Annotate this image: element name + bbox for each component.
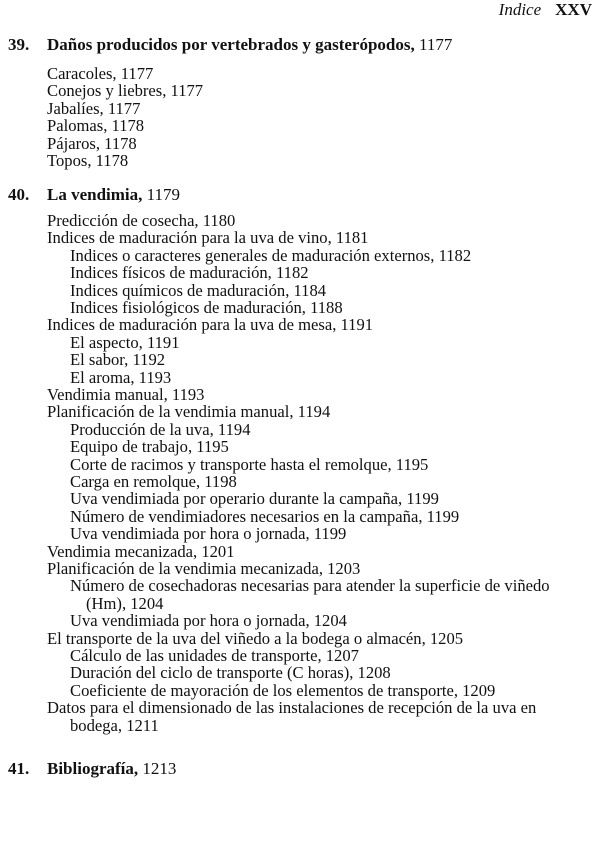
- index-entry: Indices de maduración para la uva de mesa, 1191: [47, 315, 374, 335]
- index-entry: Indices de maduración para la uva de vino, 1181: [47, 228, 369, 248]
- index-entry: bodega, 1211: [70, 715, 159, 735]
- running-header: [499, 0, 592, 20]
- chapter-title: La vendimia,: [47, 185, 143, 204]
- index-entry: Indices físicos de maduración, 1182: [70, 263, 309, 283]
- chapter-title: Daños producidos por vertebrados y gasterópodos,: [47, 35, 415, 54]
- index-entry: (Hm), 1204: [86, 593, 164, 613]
- chapter-number: 40.: [8, 185, 30, 204]
- index-entry: Topos, 1178: [47, 151, 129, 170]
- index-entry: El aroma, 1193: [70, 367, 172, 387]
- index-entry: Predicción de cosecha, 1180: [47, 211, 236, 230]
- index-entry: Jabalíes, 1177: [47, 98, 141, 118]
- index-entry: Indices químicos de maduración, 1184: [70, 280, 327, 300]
- index-entry: Planificación de la vendimia mecanizada, 1203: [47, 559, 361, 578]
- index-entry: Número de vendimiadores necesarios en la campaña, 1199: [70, 506, 460, 526]
- chapter-number: 39.: [8, 35, 30, 54]
- index-entry: El aspecto, 1191: [70, 332, 180, 352]
- chapter-heading: [8, 759, 176, 779]
- chapter-page: 1213: [142, 759, 177, 778]
- index-entry: Corte de racimos y transporte hasta el remolque, 1195: [70, 454, 429, 474]
- index-entry: Indices o caracteres generales de maduración externos, 1182: [70, 245, 472, 265]
- index-entry: Caracoles, 1177: [47, 64, 154, 83]
- index-entry: Cálculo de las unidades de transporte, 1207: [70, 646, 359, 665]
- index-entry: Palomas, 1178: [47, 116, 145, 136]
- index-entry: Planificación de la vendimia manual, 1194: [47, 402, 331, 422]
- index-entry: Vendimia manual, 1193: [47, 385, 205, 404]
- index-entry: Pájaros, 1178: [47, 133, 137, 153]
- index-entry: El transporte de la uva del viñedo a la bodega o almacén, 1205: [47, 628, 464, 648]
- index-entry: Equipo de trabajo, 1195: [70, 437, 229, 457]
- chapter-title: Bibliografía,: [47, 759, 139, 778]
- index-entry: Duración del ciclo de transporte (C horas), 1208: [70, 663, 391, 683]
- index-entry: Datos para el dimensionado de las instalaciones de recepción de la uva en: [47, 698, 537, 718]
- index-entry: Uva vendimiada por operario durante la campaña, 1199: [70, 489, 439, 509]
- index-entry: Uva vendimiada por hora o jornada, 1204: [70, 611, 347, 631]
- index-entry: Uva vendimiada por hora o jornada, 1199: [70, 524, 347, 544]
- index-entry: Número de cosechadoras necesarias para atender la superficie de viñedo: [70, 576, 550, 596]
- chapter-page: 1177: [419, 35, 453, 54]
- index-entry: Producción de la uva, 1194: [70, 419, 251, 439]
- index-entry: Indices fisiológicos de maduración, 1188: [70, 298, 343, 317]
- chapter-heading: [8, 35, 452, 55]
- index-entry: Vendimia mecanizada, 1201: [47, 541, 235, 561]
- index-entry: El sabor, 1192: [70, 350, 166, 370]
- header-section: Indice: [498, 0, 542, 19]
- header-page-number: XXV: [555, 0, 592, 19]
- chapter-number: 41.: [8, 759, 30, 778]
- chapter-page: 1179: [146, 185, 181, 204]
- index-entry: Coeficiente de mayoración de los elementos de transporte, 1209: [70, 680, 496, 700]
- chapter-heading: [8, 185, 180, 205]
- index-entry: Conejos y liebres, 1177: [47, 81, 204, 101]
- index-entry: Carga en remolque, 1198: [70, 472, 237, 491]
